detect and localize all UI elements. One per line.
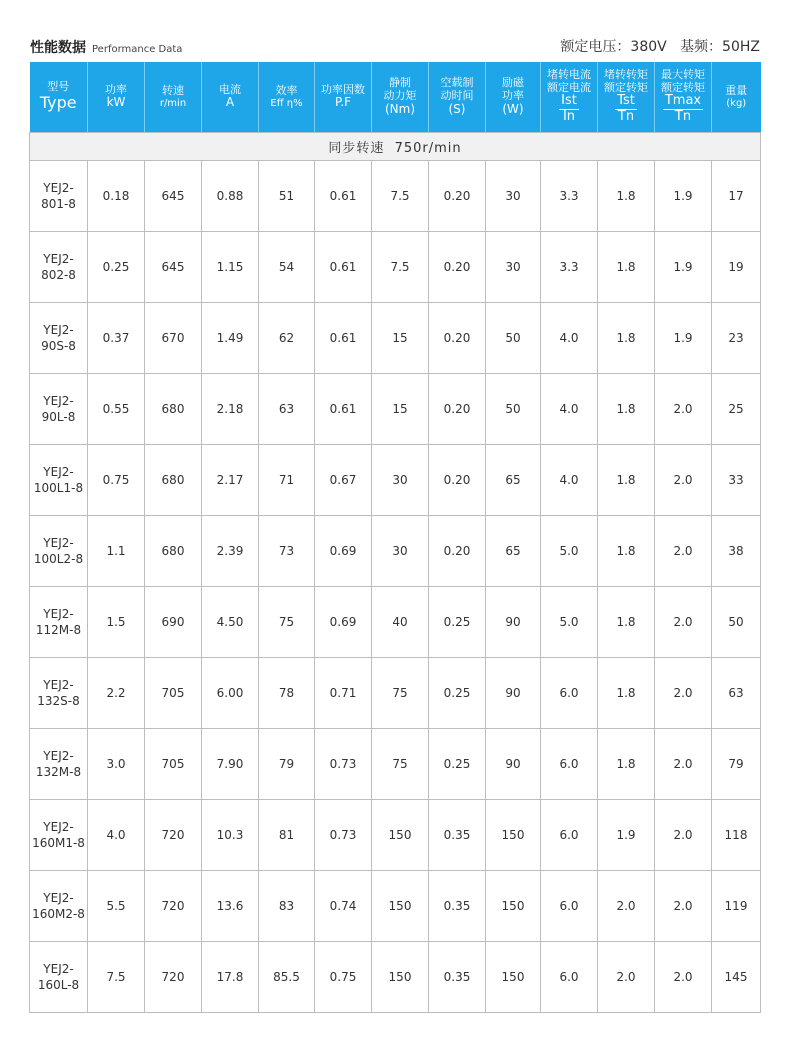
column-header-speed — [145, 62, 202, 133]
cell-power: 90 — [486, 587, 541, 658]
cell-model: YEJ2- 100L2-8 — [30, 516, 88, 587]
table-row — [30, 942, 761, 1013]
cell-rpm: 670 — [145, 303, 202, 374]
cell-rpm: 720 — [145, 871, 202, 942]
cell-pf: 0.71 — [315, 658, 372, 729]
cell-ist: 6.0 — [541, 658, 598, 729]
column-header-power-factor — [315, 62, 372, 133]
column-header-power-kw — [88, 62, 145, 133]
cell-tst: 1.8 — [598, 658, 655, 729]
table-row — [30, 729, 761, 800]
cell-tmax: 2.0 — [655, 587, 712, 658]
cell-tst: 1.8 — [598, 374, 655, 445]
cell-tst: 1.8 — [598, 445, 655, 516]
cell-torque: 150 — [372, 942, 429, 1013]
column-label-zh: 励磁 功率 — [502, 76, 524, 103]
cell-model: YEJ2- 90L-8 — [30, 374, 88, 445]
cell-tst: 1.9 — [598, 800, 655, 871]
column-label-en: Eff η% — [270, 97, 303, 109]
table-header — [30, 62, 761, 133]
cell-model: YEJ2- 160M1-8 — [30, 800, 88, 871]
cell-weight: 50 — [712, 587, 761, 658]
cell-weight: 33 — [712, 445, 761, 516]
cell-torque: 7.5 — [372, 232, 429, 303]
cell-kw: 2.2 — [88, 658, 145, 729]
column-label-zh: 重量 — [725, 83, 748, 97]
cell-tst: 2.0 — [598, 942, 655, 1013]
column-label-en: Type — [39, 93, 77, 113]
ratio-numerator: Tmax — [664, 93, 702, 109]
column-label-en: (kg) — [726, 97, 747, 109]
cell-time: 0.35 — [429, 800, 486, 871]
cell-kw: 7.5 — [88, 942, 145, 1013]
cell-power: 150 — [486, 871, 541, 942]
cell-pf: 0.74 — [315, 871, 372, 942]
cell-ist: 6.0 — [541, 942, 598, 1013]
column-label-en: kW — [106, 95, 126, 110]
cell-kw: 0.18 — [88, 161, 145, 232]
cell-torque: 30 — [372, 516, 429, 587]
title-english: Performance Data — [92, 44, 183, 55]
cell-kw: 0.75 — [88, 445, 145, 516]
cell-eff: 62 — [259, 303, 315, 374]
cell-ist: 4.0 — [541, 303, 598, 374]
cell-torque: 150 — [372, 800, 429, 871]
cell-eff: 85.5 — [259, 942, 315, 1013]
column-ratio — [663, 94, 703, 125]
cell-tmax: 2.0 — [655, 942, 712, 1013]
cell-rpm: 680 — [145, 374, 202, 445]
cell-ist: 4.0 — [541, 445, 598, 516]
ratio-denominator: Tn — [674, 109, 692, 125]
cell-amp: 13.6 — [202, 871, 259, 942]
cell-rpm: 720 — [145, 800, 202, 871]
cell-torque: 75 — [372, 729, 429, 800]
cell-amp: 4.50 — [202, 587, 259, 658]
cell-amp: 7.90 — [202, 729, 259, 800]
cell-kw: 0.25 — [88, 232, 145, 303]
cell-pf: 0.61 — [315, 232, 372, 303]
column-header-weight — [712, 62, 761, 133]
cell-ist: 3.3 — [541, 161, 598, 232]
column-header-current — [202, 62, 259, 133]
cell-ist: 5.0 — [541, 587, 598, 658]
title-chinese: 性能数据 — [30, 40, 86, 56]
cell-tst: 2.0 — [598, 871, 655, 942]
column-label-en: P.F — [334, 95, 352, 110]
cell-eff: 81 — [259, 800, 315, 871]
cell-eff: 75 — [259, 587, 315, 658]
column-header-excitation-power — [486, 62, 541, 133]
cell-tmax: 1.9 — [655, 303, 712, 374]
cell-model: YEJ2- 801-8 — [30, 161, 88, 232]
cell-amp: 6.00 — [202, 658, 259, 729]
cell-eff: 71 — [259, 445, 315, 516]
cell-time: 0.25 — [429, 658, 486, 729]
cell-rpm: 705 — [145, 729, 202, 800]
column-label-zh: 功率因数 — [321, 82, 365, 96]
cell-pf: 0.73 — [315, 729, 372, 800]
cell-rpm: 690 — [145, 587, 202, 658]
cell-eff: 83 — [259, 871, 315, 942]
ratio-numerator: Tst — [617, 93, 635, 109]
column-label-en: (S) — [448, 101, 466, 116]
cell-rpm: 680 — [145, 445, 202, 516]
cell-weight: 79 — [712, 729, 761, 800]
cell-torque: 15 — [372, 303, 429, 374]
cell-time: 0.20 — [429, 232, 486, 303]
cell-model: YEJ2- 112M-8 — [30, 587, 88, 658]
column-label-zh: 转速 — [162, 83, 184, 97]
column-label-en: A — [225, 95, 235, 110]
cell-power: 65 — [486, 516, 541, 587]
cell-power: 150 — [486, 942, 541, 1013]
cell-tmax: 2.0 — [655, 729, 712, 800]
cell-amp: 17.8 — [202, 942, 259, 1013]
cell-kw: 1.5 — [88, 587, 145, 658]
cell-tst: 1.8 — [598, 161, 655, 232]
cell-model: YEJ2- 160L-8 — [30, 942, 88, 1013]
cell-weight: 17 — [712, 161, 761, 232]
cell-pf: 0.67 — [315, 445, 372, 516]
cell-ist: 6.0 — [541, 871, 598, 942]
table-row — [30, 658, 761, 729]
cell-ist: 6.0 — [541, 729, 598, 800]
cell-power: 90 — [486, 658, 541, 729]
cell-time: 0.20 — [429, 374, 486, 445]
cell-kw: 0.37 — [88, 303, 145, 374]
cell-tst: 1.8 — [598, 729, 655, 800]
cell-weight: 118 — [712, 800, 761, 871]
cell-rpm: 720 — [145, 942, 202, 1013]
cell-tmax: 2.0 — [655, 658, 712, 729]
cell-ist: 3.3 — [541, 232, 598, 303]
cell-weight: 145 — [712, 942, 761, 1013]
cell-ist: 5.0 — [541, 516, 598, 587]
cell-pf: 0.61 — [315, 161, 372, 232]
sync-speed-row — [30, 133, 761, 161]
cell-tmax: 2.0 — [655, 445, 712, 516]
column-ratio — [615, 94, 637, 125]
cell-pf: 0.73 — [315, 800, 372, 871]
cell-power: 90 — [486, 729, 541, 800]
cell-rpm: 645 — [145, 232, 202, 303]
cell-amp: 2.17 — [202, 445, 259, 516]
cell-weight: 19 — [712, 232, 761, 303]
cell-torque: 30 — [372, 445, 429, 516]
cell-kw: 4.0 — [88, 800, 145, 871]
cell-time: 0.20 — [429, 445, 486, 516]
cell-rpm: 645 — [145, 161, 202, 232]
column-header-tmax-tn — [655, 62, 712, 133]
cell-power: 50 — [486, 303, 541, 374]
ratio-denominator: Tn — [617, 109, 635, 125]
cell-eff: 51 — [259, 161, 315, 232]
cell-amp: 0.88 — [202, 161, 259, 232]
cell-weight: 23 — [712, 303, 761, 374]
cell-weight: 63 — [712, 658, 761, 729]
cell-ist: 6.0 — [541, 800, 598, 871]
column-header-tst-tn — [598, 62, 655, 133]
cell-rpm: 680 — [145, 516, 202, 587]
cell-power: 150 — [486, 800, 541, 871]
cell-torque: 7.5 — [372, 161, 429, 232]
cell-time: 0.35 — [429, 871, 486, 942]
column-header-ist-in — [541, 62, 598, 133]
cell-model: YEJ2- 132M-8 — [30, 729, 88, 800]
cell-amp: 2.18 — [202, 374, 259, 445]
table-row — [30, 516, 761, 587]
cell-kw: 1.1 — [88, 516, 145, 587]
cell-pf: 0.69 — [315, 516, 372, 587]
cell-amp: 1.15 — [202, 232, 259, 303]
cell-tst: 1.8 — [598, 587, 655, 658]
column-label-en: (W) — [502, 101, 524, 116]
column-header-braking-time — [429, 62, 486, 133]
cell-pf: 0.61 — [315, 374, 372, 445]
cell-tmax: 1.9 — [655, 161, 712, 232]
cell-kw: 5.5 — [88, 871, 145, 942]
cell-time: 0.25 — [429, 587, 486, 658]
cell-tmax: 2.0 — [655, 374, 712, 445]
column-label-zh: 静制 动力矩 — [383, 76, 417, 103]
cell-pf: 0.75 — [315, 942, 372, 1013]
cell-eff: 78 — [259, 658, 315, 729]
cell-amp: 10.3 — [202, 800, 259, 871]
table-row — [30, 374, 761, 445]
cell-tst: 1.8 — [598, 232, 655, 303]
table-row — [30, 161, 761, 232]
table-row — [30, 587, 761, 658]
column-label-en: r/min — [159, 97, 187, 109]
cell-tmax: 2.0 — [655, 871, 712, 942]
cell-pf: 0.61 — [315, 303, 372, 374]
table-row — [30, 303, 761, 374]
cell-power: 65 — [486, 445, 541, 516]
column-header-braking-torque — [372, 62, 429, 133]
cell-amp: 1.49 — [202, 303, 259, 374]
ratio-numerator: Ist — [561, 93, 577, 109]
table-body — [30, 133, 761, 1013]
cell-weight: 25 — [712, 374, 761, 445]
cell-kw: 0.55 — [88, 374, 145, 445]
cell-tst: 1.8 — [598, 516, 655, 587]
cell-model: YEJ2- 132S-8 — [30, 658, 88, 729]
cell-pf: 0.69 — [315, 587, 372, 658]
column-label-zh: 堵转电流 额定电流 — [547, 67, 591, 94]
column-label-zh: 功率 — [105, 82, 127, 96]
column-label-zh: 型号 — [47, 80, 70, 94]
cell-time: 0.25 — [429, 729, 486, 800]
column-header-type — [30, 62, 88, 133]
column-label-zh: 电流 — [219, 82, 241, 96]
page-title — [30, 37, 182, 57]
cell-torque: 75 — [372, 658, 429, 729]
table-row — [30, 871, 761, 942]
performance-table — [29, 62, 761, 1013]
rated-voltage-frequency: 额定电压：380V 基频：50HZ — [560, 39, 760, 55]
cell-time: 0.20 — [429, 303, 486, 374]
cell-power: 50 — [486, 374, 541, 445]
cell-weight: 38 — [712, 516, 761, 587]
cell-eff: 73 — [259, 516, 315, 587]
cell-torque: 15 — [372, 374, 429, 445]
cell-eff: 63 — [259, 374, 315, 445]
cell-tst: 1.8 — [598, 303, 655, 374]
cell-tmax: 2.0 — [655, 516, 712, 587]
cell-ist: 4.0 — [541, 374, 598, 445]
cell-power: 30 — [486, 232, 541, 303]
sync-speed-label: 同步转速 750r/min — [30, 133, 761, 161]
table-row — [30, 445, 761, 516]
cell-power: 30 — [486, 161, 541, 232]
column-label-en: (Nm) — [384, 101, 416, 116]
cell-tmax: 1.9 — [655, 232, 712, 303]
cell-torque: 150 — [372, 871, 429, 942]
table-row — [30, 800, 761, 871]
column-header-efficiency — [259, 62, 315, 133]
cell-amp: 2.39 — [202, 516, 259, 587]
column-ratio — [559, 94, 579, 125]
cell-rpm: 705 — [145, 658, 202, 729]
cell-time: 0.20 — [429, 161, 486, 232]
cell-time: 0.35 — [429, 942, 486, 1013]
cell-weight: 119 — [712, 871, 761, 942]
cell-model: YEJ2- 802-8 — [30, 232, 88, 303]
cell-eff: 54 — [259, 232, 315, 303]
column-label-zh: 堵转转矩 额定转矩 — [604, 67, 648, 94]
cell-model: YEJ2- 90S-8 — [30, 303, 88, 374]
cell-eff: 79 — [259, 729, 315, 800]
cell-kw: 3.0 — [88, 729, 145, 800]
column-label-zh: 最大转矩 额定转矩 — [661, 67, 705, 94]
ratio-denominator: In — [562, 109, 576, 125]
cell-model: YEJ2- 160M2-8 — [30, 871, 88, 942]
column-label-zh: 空载制 动时间 — [440, 76, 474, 103]
cell-model: YEJ2- 100L1-8 — [30, 445, 88, 516]
table-row — [30, 232, 761, 303]
cell-torque: 40 — [372, 587, 429, 658]
cell-tmax: 2.0 — [655, 800, 712, 871]
column-label-zh: 效率 — [275, 83, 298, 97]
cell-time: 0.20 — [429, 516, 486, 587]
